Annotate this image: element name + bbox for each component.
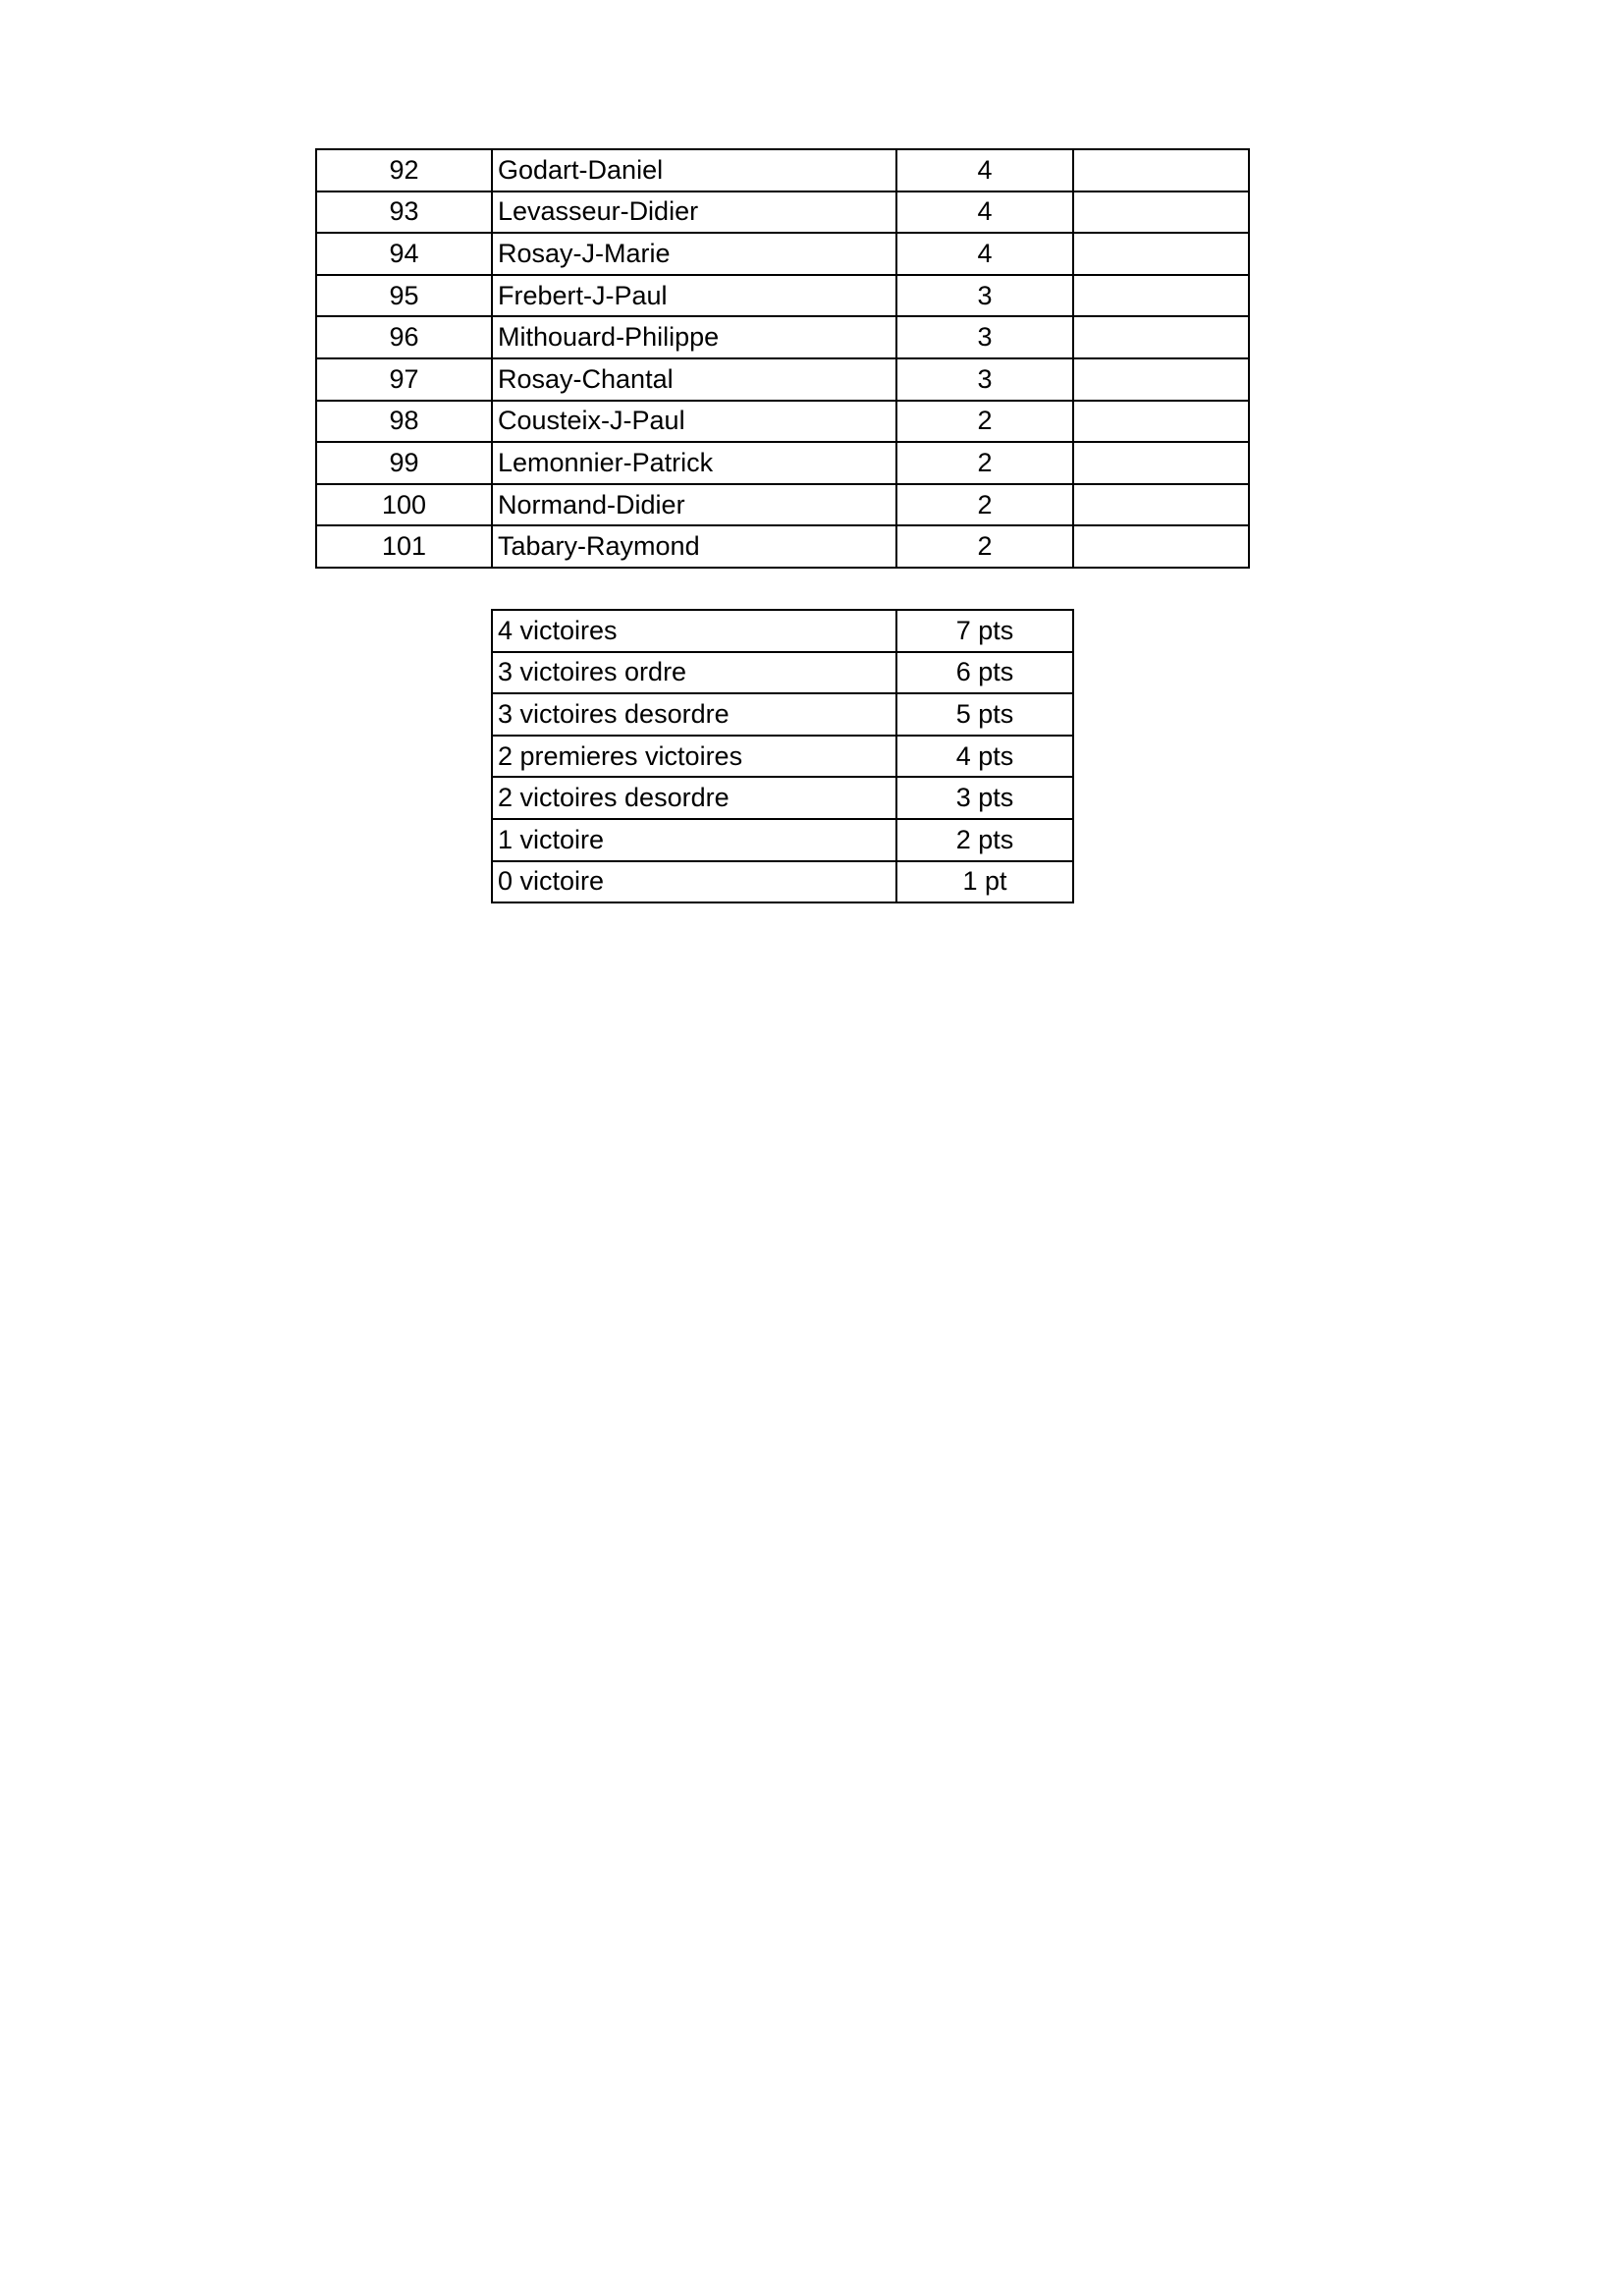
table-row — [316, 233, 1249, 275]
table-row — [316, 442, 1249, 484]
rank-cell: 93 — [316, 191, 492, 234]
rank-cell: 94 — [316, 233, 492, 275]
extra-cell — [1073, 358, 1249, 401]
ranking-table — [315, 148, 1250, 569]
points-cell: 2 pts — [896, 819, 1073, 861]
extra-cell — [1073, 275, 1249, 317]
name-cell: Tabary-Raymond — [492, 525, 896, 568]
rank-cell: 92 — [316, 149, 492, 191]
table-row — [492, 861, 1073, 903]
score-cell: 2 — [896, 525, 1073, 568]
table-row — [316, 191, 1249, 234]
points-cell: 4 pts — [896, 736, 1073, 778]
rank-cell: 100 — [316, 484, 492, 526]
extra-cell — [1073, 525, 1249, 568]
extra-cell — [1073, 233, 1249, 275]
table-row — [316, 149, 1249, 191]
victory-label-cell: 0 victoire — [492, 861, 896, 903]
rank-cell: 97 — [316, 358, 492, 401]
score-cell: 2 — [896, 442, 1073, 484]
rank-cell: 96 — [316, 316, 492, 358]
rank-cell: 95 — [316, 275, 492, 317]
name-cell: Cousteix-J-Paul — [492, 401, 896, 443]
score-cell: 2 — [896, 484, 1073, 526]
score-cell: 3 — [896, 275, 1073, 317]
points-scale-table — [491, 609, 1074, 903]
points-cell: 6 pts — [896, 652, 1073, 694]
rank-cell: 99 — [316, 442, 492, 484]
score-cell: 3 — [896, 316, 1073, 358]
extra-cell — [1073, 484, 1249, 526]
points-scale-body — [492, 610, 1073, 902]
table-row — [316, 275, 1249, 317]
table-row — [492, 652, 1073, 694]
points-cell: 7 pts — [896, 610, 1073, 652]
victory-label-cell: 3 victoires desordre — [492, 693, 896, 736]
extra-cell — [1073, 191, 1249, 234]
victory-label-cell: 1 victoire — [492, 819, 896, 861]
name-cell: Levasseur-Didier — [492, 191, 896, 234]
points-cell: 5 pts — [896, 693, 1073, 736]
table-row — [492, 736, 1073, 778]
name-cell: Rosay-J-Marie — [492, 233, 896, 275]
ranking-table-body — [316, 149, 1249, 568]
victory-label-cell: 3 victoires ordre — [492, 652, 896, 694]
table-row — [316, 484, 1249, 526]
score-cell: 4 — [896, 233, 1073, 275]
score-cell: 4 — [896, 149, 1073, 191]
table-row — [492, 777, 1073, 819]
extra-cell — [1073, 316, 1249, 358]
table-row — [316, 316, 1249, 358]
score-cell: 4 — [896, 191, 1073, 234]
extra-cell — [1073, 442, 1249, 484]
rank-cell: 98 — [316, 401, 492, 443]
victory-label-cell: 2 victoires desordre — [492, 777, 896, 819]
table-row — [316, 358, 1249, 401]
victory-label-cell: 4 victoires — [492, 610, 896, 652]
extra-cell — [1073, 401, 1249, 443]
table-row — [316, 525, 1249, 568]
rank-cell: 101 — [316, 525, 492, 568]
name-cell: Mithouard-Philippe — [492, 316, 896, 358]
table-row — [492, 610, 1073, 652]
name-cell: Rosay-Chantal — [492, 358, 896, 401]
score-cell: 3 — [896, 358, 1073, 401]
name-cell: Frebert-J-Paul — [492, 275, 896, 317]
name-cell: Lemonnier-Patrick — [492, 442, 896, 484]
table-row — [492, 693, 1073, 736]
score-cell: 2 — [896, 401, 1073, 443]
name-cell: Normand-Didier — [492, 484, 896, 526]
table-row — [492, 819, 1073, 861]
points-cell: 3 pts — [896, 777, 1073, 819]
extra-cell — [1073, 149, 1249, 191]
victory-label-cell: 2 premieres victoires — [492, 736, 896, 778]
table-row — [316, 401, 1249, 443]
name-cell: Godart-Daniel — [492, 149, 896, 191]
points-cell: 1 pt — [896, 861, 1073, 903]
